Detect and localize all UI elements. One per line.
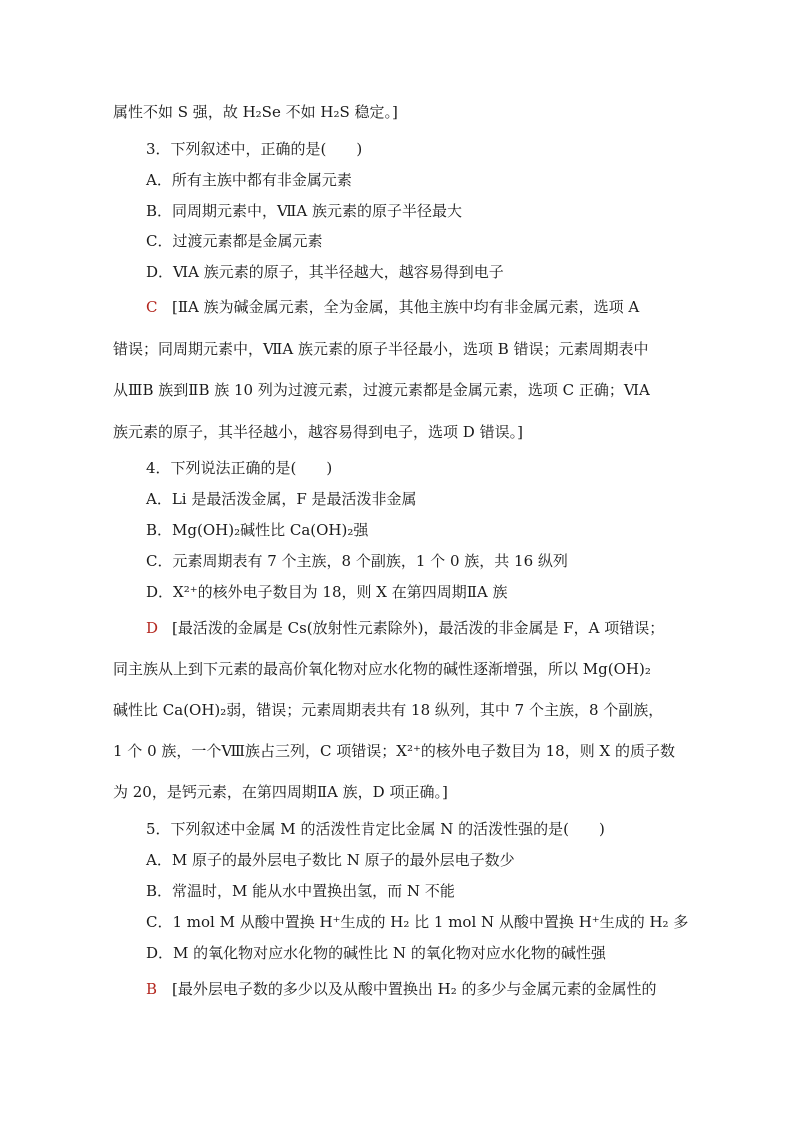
text-line: 从ⅢB 族到ⅡB 族 10 列为过渡元素，过渡元素都是金属元素，选项 C 正确；ⅥA [113, 381, 650, 399]
question-4-option-b: B．Mg(OH)₂碱性比 Ca(OH)₂强 [146, 521, 369, 539]
question-5-option-c: C．1 mol M 从酸中置换 H⁺生成的 H₂ 比 1 mol N 从酸中置换 H⁺生成的 H₂ 多 [146, 913, 689, 931]
answer-letter: C [146, 298, 158, 316]
text-line: 错误；同周期元素中，ⅦA 族元素的原子半径最小，选项 B 错误；元素周期表中 [113, 340, 649, 358]
answer-explanation: [最活泼的金属是 Cs(放射性元素除外)，最活泼的非金属是 F，A 项错误； [172, 619, 665, 637]
answer-explanation: [ⅡA 族为碱金属元素，全为金属，其他主族中均有非金属元素，选项 A [172, 298, 640, 316]
text-line: 同主族从上到下元素的最高价氧化物对应水化物的碱性逐渐增强，所以 Mg(OH)₂ [113, 660, 651, 678]
answer-letter: D [146, 619, 159, 637]
question-5-option-b: B．常温时，M 能从水中置换出氢，而 N 不能 [146, 882, 455, 900]
question-3-option-a: A．所有主族中都有非金属元素 [146, 171, 352, 189]
question-4-answer [146, 618, 664, 638]
question-5-stem: 5．下列叙述中金属 M 的活泼性肯定比金属 N 的活泼性强的是( ) [146, 820, 605, 838]
question-5-option-d: D．M 的氧化物对应水化物的碱性比 N 的氧化物对应水化物的碱性强 [146, 944, 606, 962]
text-line: 族元素的原子，其半径越小，越容易得到电子，选项 D 错误。] [113, 423, 523, 441]
question-3-answer [146, 297, 639, 317]
text-line: 为 20，是钙元素，在第四周期ⅡA 族，D 项正确。] [113, 783, 448, 801]
question-3-stem: 3．下列叙述中，正确的是( ) [146, 140, 363, 158]
question-4-option-d: D．X²⁺的核外电子数目为 18，则 X 在第四周期ⅡA 族 [146, 583, 508, 601]
question-5-answer [146, 979, 657, 999]
question-3-option-b: B．同周期元素中，ⅦA 族元素的原子半径最大 [146, 202, 462, 220]
question-4-stem: 4．下列说法正确的是( ) [146, 459, 333, 477]
answer-letter: B [146, 980, 158, 998]
text-line: 属性不如 S 强，故 H₂Se 不如 H₂S 稳定。] [113, 103, 398, 121]
question-4-option-c: C．元素周期表有 7 个主族，8 个副族，1 个 0 族，共 16 纵列 [146, 552, 568, 570]
text-line: 碱性比 Ca(OH)₂弱，错误；元素周期表共有 18 纵列，其中 7 个主族，8 个副族， [113, 701, 664, 719]
text-line: 1 个 0 族，一个Ⅷ族占三列，C 项错误；X²⁺的核外电子数目为 18，则 X 的质子数 [113, 742, 675, 760]
answer-explanation: [最外层电子数的多少以及从酸中置换出 H₂ 的多少与金属元素的金属性的 [172, 980, 657, 998]
question-3-option-d: D．ⅥA 族元素的原子，其半径越大，越容易得到电子 [146, 263, 504, 281]
question-3-option-c: C．过渡元素都是金属元素 [146, 232, 323, 250]
question-5-option-a: A．M 原子的最外层电子数比 N 原子的最外层电子数少 [146, 851, 515, 869]
question-4-option-a: A．Li 是最活泼金属，F 是最活泼非金属 [146, 490, 417, 508]
